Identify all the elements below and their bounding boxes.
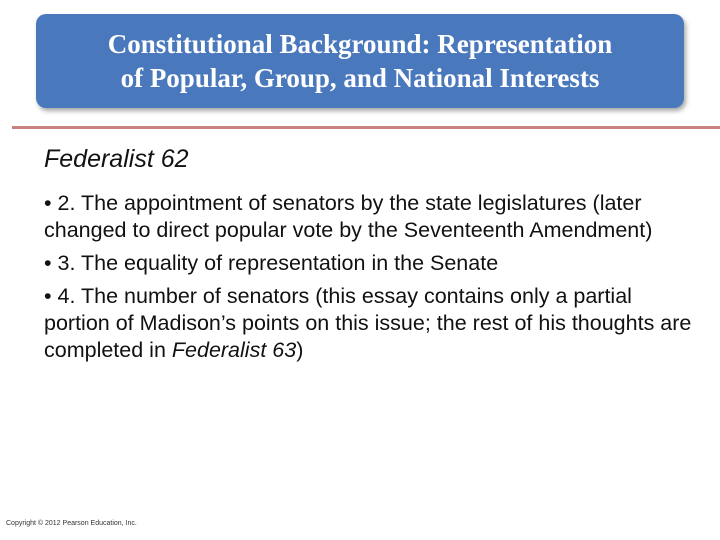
section-heading: Federalist 62 <box>44 145 189 173</box>
divider-rule <box>12 126 720 129</box>
slide-title-line-2: of Popular, Group, and National Interests <box>120 63 600 93</box>
bullet-item-4 <box>44 283 694 364</box>
bullet-item-4-end: ) <box>296 338 304 362</box>
slide-title-line-1: Constitutional Background: Representation <box>107 29 613 59</box>
bullet-item-3: • 3. The equality of representation in the Senate <box>44 251 499 275</box>
slide-title-box <box>36 14 684 108</box>
slide-body <box>44 144 694 370</box>
bullet-item-4-text: • 4. The number of senators (this essay contains only a partial portion of Madison’s points on this issue; the rest of his thoughts are completed in <box>44 284 692 362</box>
bullet-item-2: • 2. The appointment of senators by the state legislatures (later changed to direct popular vote by the Seventeenth Amendment) <box>44 191 653 242</box>
copyright-footer: Copyright © 2012 Pearson Education, Inc. <box>6 520 137 527</box>
bullet-item-4-italic: Federalist 63 <box>171 338 297 362</box>
